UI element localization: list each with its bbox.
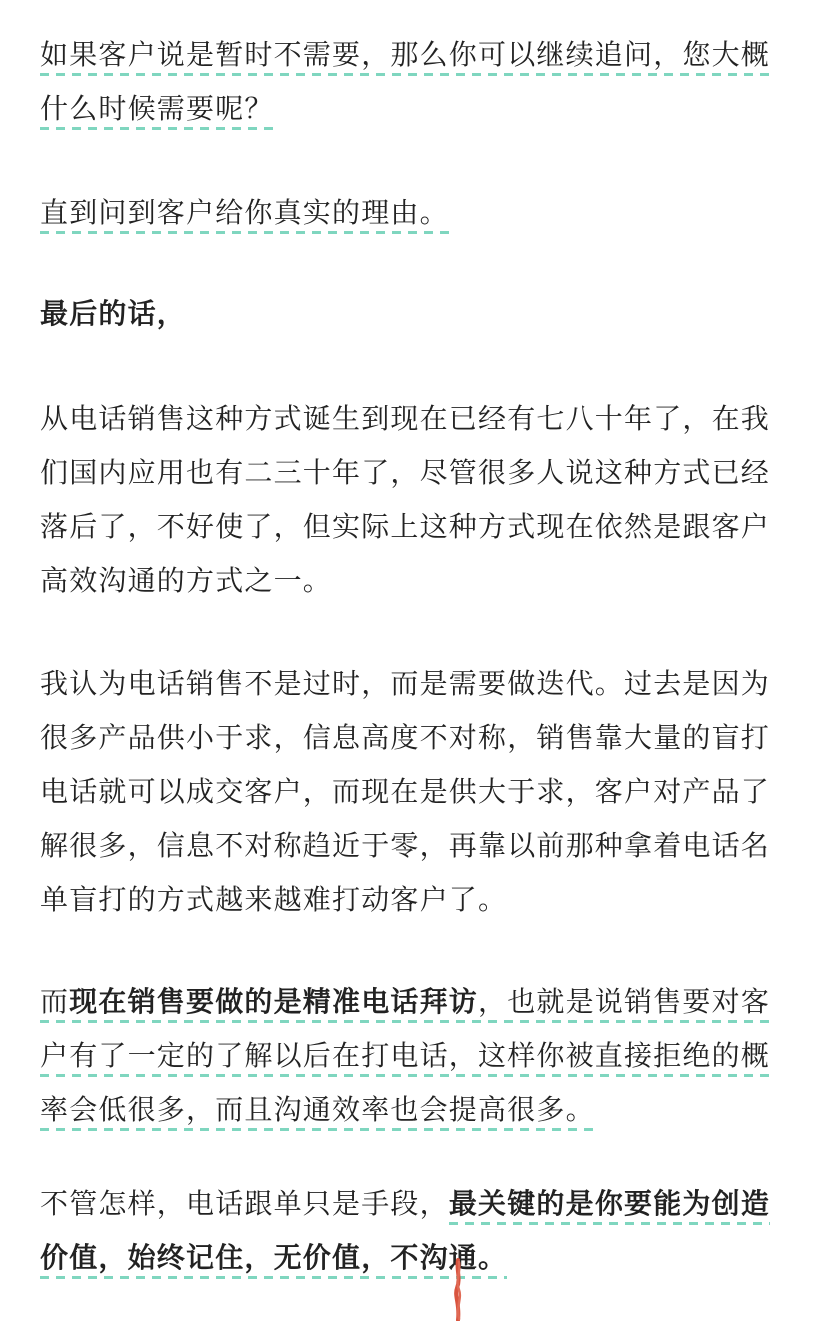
lead-text: 而	[40, 985, 70, 1018]
lead-text: 不管怎样，电话跟单只是手段，	[40, 1187, 449, 1220]
rest-text: ，也就是说销售要对客户有了一定的了解以后在打电话，这样你被直接拒绝的概率会低很多，而且沟通效率也会提高很多。	[40, 985, 771, 1126]
underlined-text: 如果客户说是暂时不需要，那么你可以继续追问，您大概什么时候需要呢？	[40, 38, 770, 130]
paragraph-precise-visit	[40, 975, 790, 1137]
paragraph-text: 我认为电话销售不是过时，而是需要做迭代。过去是因为很多产品供小于求，信息高度不对称，销售靠大量的盲打电话就可以成交客户，而现在是供大于求，客户对产品了解很多，信息不对称趋近于零，再靠以前那种拿着电话名单盲打的方式越来越难打动客户了。	[40, 667, 771, 916]
paragraph-real-reason	[40, 186, 790, 240]
bold-emphasis: 现在销售要做的是精准电话拜访	[69, 985, 479, 1018]
bold-emphasis: 最关键的是你要能为创造价值，始终记住，无价值，不沟通。	[40, 1187, 770, 1279]
paragraph-history	[40, 392, 790, 608]
paragraph-conclusion	[40, 1177, 790, 1285]
paragraph-iteration	[40, 657, 790, 927]
section-heading	[40, 287, 790, 341]
underlined-text: 直到问到客户给你真实的理由。	[40, 196, 449, 234]
underlined-text	[40, 985, 770, 1131]
heading-text: 最后的话，	[40, 297, 187, 330]
paragraph-text: 从电话销售这种方式诞生到现在已经有七八十年了，在我们国内应用也有二三十年了，尽管很多人说这种方式已经落后了，不好使了，但实际上这种方式现在依然是跟客户高效沟通的方式之一。	[40, 402, 771, 597]
pen-stroke-icon	[446, 1258, 470, 1321]
paragraph-follow-up	[40, 28, 790, 136]
